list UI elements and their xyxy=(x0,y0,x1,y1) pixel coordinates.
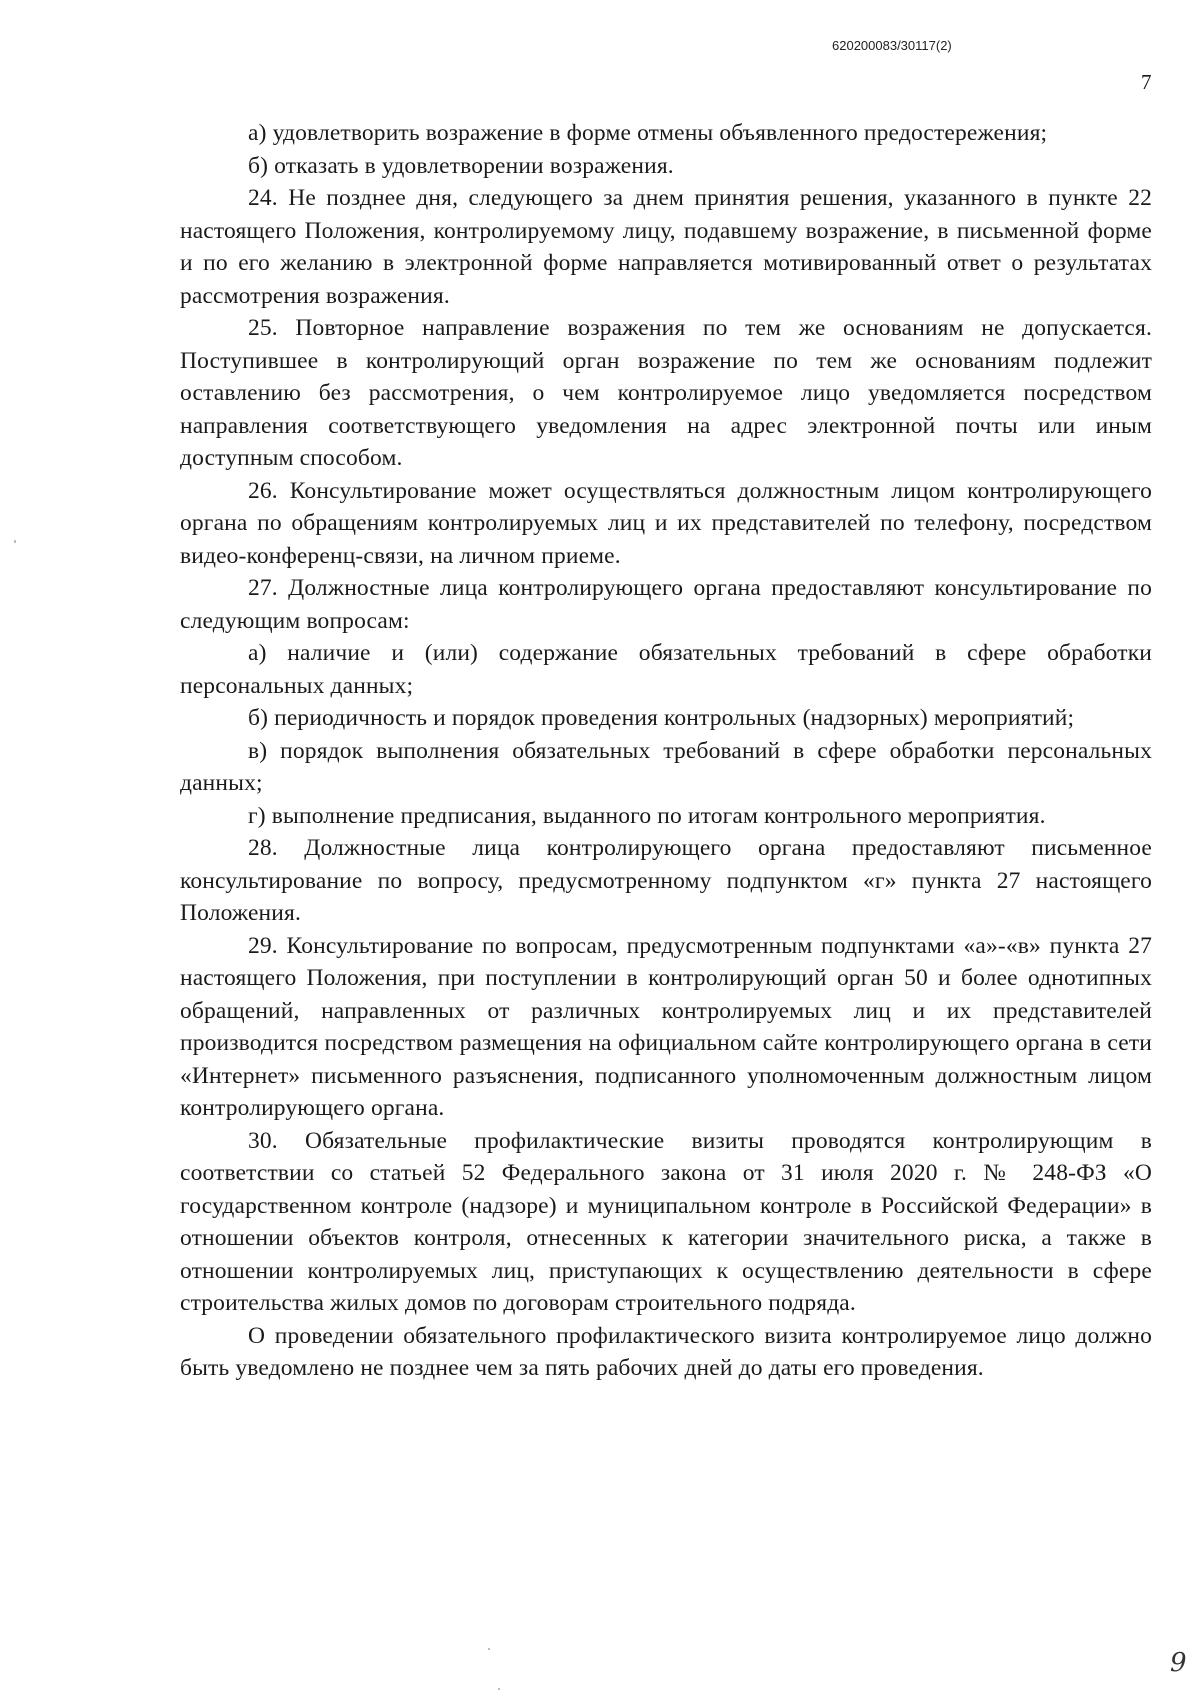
paragraph-visit-notice: О проведении обязательного профилактического визита контролируемое лицо должно быть уведомлено не позднее чем за пять рабочих дней до даты его проведения. xyxy=(180,1322,1152,1381)
paragraph-subitem-b-objection: б) отказать в удовлетворении возражения. xyxy=(248,152,674,179)
paragraph-subitem-a-objection: а) удовлетворить возражение в форме отмены объявленного предостережения; xyxy=(248,120,1048,146)
scan-speck xyxy=(498,1688,500,1690)
paragraph-24: 24. Не позднее дня, следующего за днем принятия решения, указанного в пункте 22 настоящего Положения, контролируемому лицу, подавшему возражение, в письменной форме и по его желанию в электронной форме направляется мотивированный ответ о результатах рассмотрения возражения. xyxy=(180,185,1152,309)
paragraph-27-subitem-g: г) выполнение предписания, выданного по итогам контрольного мероприятия. xyxy=(248,802,1046,829)
scan-speck xyxy=(14,540,16,543)
handwritten-page-mark: 9 xyxy=(1170,1648,1187,1678)
paragraph-27-subitem-b: б) периодичность и порядок проведения контрольных (надзорных) мероприятий; xyxy=(248,705,1075,731)
paragraph-28: 28. Должностные лица контролирующего органа предоставляют письменное консультирование по вопросу, предусмотренному подпунктом «г» пункта 27 настоящего Положения. xyxy=(180,835,1152,926)
paragraph-25: 25. Повторное направление возражения по тем же основаниям не допускается. Поступившее в контролирующий орган возражение по тем же основаниям подлежит оставлению без рассмотрения, о чем контролируемое лицо уведомляется посредством направления соответствующего уведомления на адрес электронной почты или иным доступным способом. xyxy=(180,315,1152,471)
paragraph-30: 30. Обязательные профилактические визиты проводятся контролирующим в соответствии со статьей 52 Федерального закона от 31 июля 2020 г. № 248-ФЗ «О государственном контроле (надзоре) и муниципальном контроле в Российской Федерации» в отношении объектов контроля, отнесенных к категории значительного риска, а также в отношении контролируемых лиц, приступающих к осуществлению деятельности в сфере строительства жилых домов по договорам строительного подряда. xyxy=(180,1127,1152,1316)
page-number: 7 xyxy=(1141,70,1152,94)
scan-speck xyxy=(488,1648,490,1650)
paragraph-27-subitem-v: в) порядок выполнения обязательных требований в сфере обработки персональных данных; xyxy=(180,737,1152,796)
paragraph-29: 29. Консультирование по вопросам, предусмотренным подпунктами «а»-«в» пункта 27 настоящего Положения, при поступлении в контролирующий орган 50 и более однотипных обращений, направленных от различных контролируемых лиц и их представителей производится посредством размещения на официальном сайте контролирующего органа в сети «Интернет» письменного разъяснения, подписанного уполномоченным должностным лицом контролирующего органа. xyxy=(180,932,1152,1121)
document-body xyxy=(180,117,1152,1385)
document-id: 620200083/30117(2) xyxy=(832,38,952,53)
paragraph-27-subitem-a: а) наличие и (или) содержание обязательных требований в сфере обработки персональных данных; xyxy=(180,640,1152,699)
paragraph-27: 27. Должностные лица контролирующего органа предоставляют консультирование по следующим вопросам: xyxy=(180,575,1152,634)
paragraph-26: 26. Консультирование может осуществляться должностным лицом контролирующего органа по обращениям контролируемых лиц и их представителей по телефону, посредством видео-конференц-связи, на личном приеме. xyxy=(180,477,1152,569)
